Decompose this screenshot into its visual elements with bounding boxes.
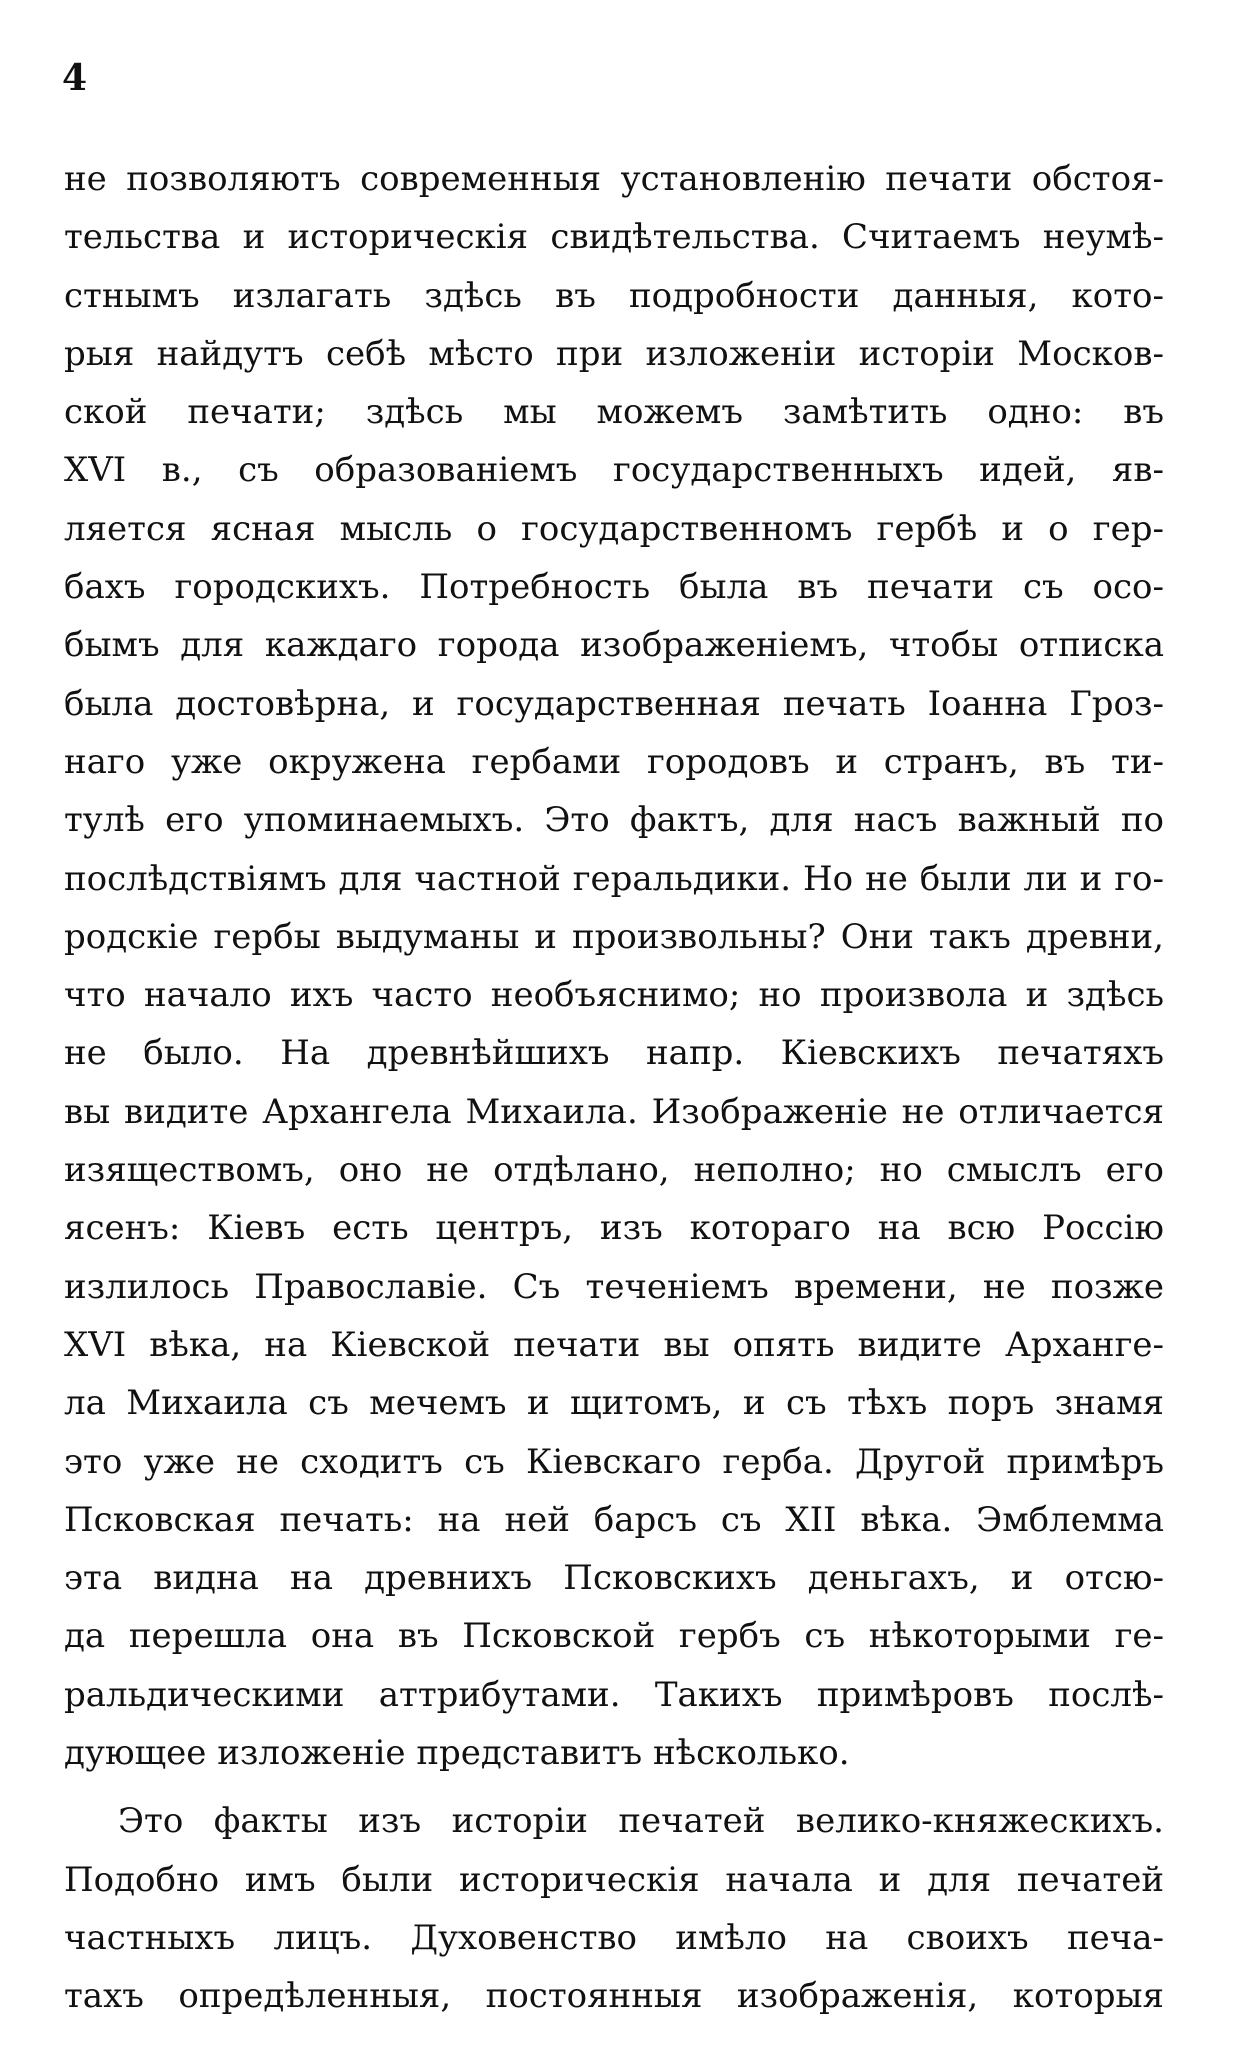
text-line: рыя найдутъ себѣ мѣсто при изложеніи исторіи Москов- [64, 333, 1164, 374]
paragraph-2 [64, 1792, 1164, 2025]
text-line: Псковская печать: на ней барсъ съ XII вѣка. Эмблемма [64, 1499, 1164, 1540]
text-line: Подобно имъ были историческія начала и для печатей [64, 1859, 1164, 1900]
text-line: Это факты изъ исторіи печатей велико-княжескихъ. [118, 1801, 1164, 1842]
text-line: вы видите Архангела Михаила. Изображеніе не отличается [64, 1091, 1164, 1132]
text-line: ральдическими аттрибутами. Такихъ примѣровъ послѣ- [64, 1674, 1164, 1715]
text-line: не позволяютъ современныя установленію печати обстоя- [64, 159, 1164, 199]
text-line: тельства и историческія свидѣтельства. Считаемъ неумѣ- [64, 217, 1164, 258]
text-line: ской печати; здѣсь мы можемъ замѣтить одно: въ [64, 392, 1164, 433]
page-number: 4 [62, 57, 88, 99]
text-line: наго уже окружена гербами городовъ и странъ, въ ти- [64, 741, 1164, 782]
body-text [64, 150, 1164, 2026]
text-line: была достовѣрна, и государственная печать Іоанна Гроз- [64, 683, 1164, 724]
text-line: ясенъ: Кіевъ есть центръ, изъ котораго на всю Россію [64, 1208, 1164, 1249]
text-line: ляется ясная мысль о государственномъ гербѣ и о гер- [64, 508, 1164, 549]
text-line: излилось Православіе. Съ теченіемъ времени, не позже [64, 1266, 1164, 1307]
text-line: тулѣ его упоминаемыхъ. Это фактъ, для насъ важный по [64, 800, 1164, 841]
text-line: XVI в., съ образованіемъ государственныхъ идей, яв- [64, 450, 1164, 491]
text-line: бымъ для каждаго города изображеніемъ, чтобы отписка [64, 625, 1164, 666]
text-line: дующее изложеніе представитъ нѣсколько. [64, 1733, 850, 1774]
text-line: эта видна на древнихъ Псковскихъ деньгахъ, и отсю- [64, 1558, 1164, 1599]
paragraph-1 [64, 150, 1164, 1782]
text-line: это уже не сходитъ съ Кіевскаго герба. Другой примѣръ [64, 1441, 1164, 1482]
text-line: частныхъ лицъ. Духовенство имѣло на своихъ печа- [64, 1917, 1164, 1958]
text-line: бахъ городскихъ. Потребность была въ печати съ осо- [64, 567, 1164, 608]
text-line: изяществомъ, оно не отдѣлано, неполно; но смыслъ его [64, 1150, 1164, 1191]
text-line: стнымъ излагать здѣсь въ подробности данныя, кото- [64, 275, 1164, 316]
text-line: послѣдствіямъ для частной геральдики. Но не были ли и го- [64, 858, 1164, 899]
text-line: не было. На древнѣйшихъ напр. Кіевскихъ печатяхъ [64, 1033, 1164, 1074]
text-line: что начало ихъ часто необъяснимо; но произвола и здѣсь [64, 975, 1164, 1016]
paragraph-gap [64, 1782, 1164, 1792]
text-line: родскіе гербы выдуманы и произвольны? Они такъ древни, [64, 916, 1164, 957]
text-line: да перешла она въ Псковской гербъ съ нѣкоторыми ге- [64, 1616, 1164, 1657]
text-line: ла Михаила съ мечемъ и щитомъ, и съ тѣхъ поръ знамя [64, 1383, 1164, 1424]
text-line: XVI вѣка, на Кіевской печати вы опять видите Арханге- [64, 1324, 1164, 1365]
text-line: тахъ опредѣленныя, постоянныя изображенія, которыя [64, 1976, 1164, 2017]
